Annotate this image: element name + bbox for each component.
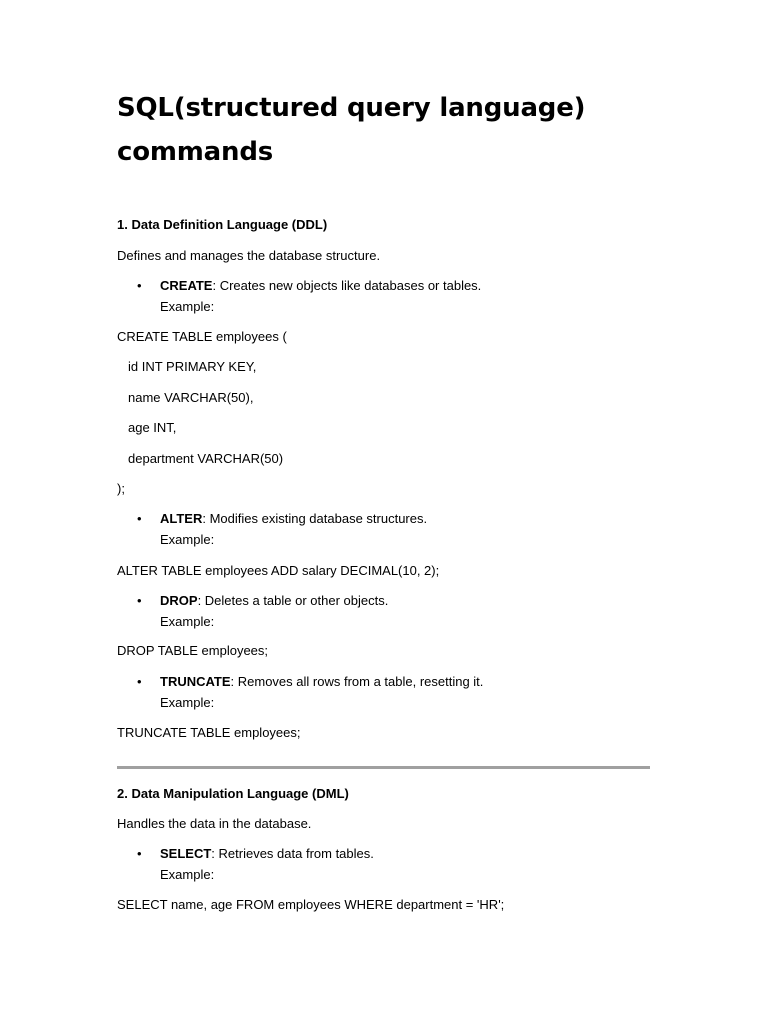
- bullet-icon: •: [137, 511, 142, 526]
- code-line: SELECT name, age FROM employees WHERE department = 'HR';: [117, 897, 505, 912]
- section-description-ddl: Defines and manages the database structure.: [117, 248, 381, 263]
- command-term: ALTER: [160, 511, 203, 526]
- command-description: : Modifies existing database structures.: [202, 511, 428, 526]
- example-label: Example:: [160, 298, 215, 314]
- section-description-dml: Handles the data in the database.: [117, 816, 312, 831]
- example-label: Example:: [160, 613, 215, 629]
- code-line: CREATE TABLE employees (: [117, 329, 287, 344]
- section-heading-ddl: 1. Data Definition Language (DDL): [117, 217, 328, 232]
- page-title: SQL(structured query language) commands: [117, 93, 586, 167]
- command-description: : Creates new objects like databases or tables.: [212, 278, 482, 293]
- section-divider: [117, 766, 650, 769]
- command-term: CREATE: [160, 278, 213, 293]
- command-term: SELECT: [160, 846, 212, 861]
- bullet-icon: •: [137, 278, 142, 293]
- code-line: );: [117, 481, 125, 496]
- code-line: name VARCHAR(50),: [128, 390, 254, 405]
- example-label: Example:: [160, 694, 215, 710]
- code-line: DROP TABLE employees;: [117, 643, 269, 658]
- command-description: : Deletes a table or other objects.: [197, 593, 389, 608]
- bullet-icon: •: [137, 674, 142, 689]
- code-line: department VARCHAR(50): [128, 451, 284, 466]
- code-line: ALTER TABLE employees ADD salary DECIMAL(10, 2);: [117, 563, 440, 578]
- command-term: DROP: [160, 593, 198, 608]
- example-label: Example:: [160, 866, 215, 882]
- bullet-icon: •: [137, 846, 142, 861]
- code-line: TRUNCATE TABLE employees;: [117, 725, 301, 740]
- command-description: : Retrieves data from tables.: [211, 846, 374, 861]
- code-line: id INT PRIMARY KEY,: [128, 359, 257, 374]
- command-term: TRUNCATE: [160, 674, 231, 689]
- example-label: Example:: [160, 531, 215, 547]
- bullet-icon: •: [137, 593, 142, 608]
- section-heading-dml: 2. Data Manipulation Language (DML): [117, 786, 349, 801]
- command-description: : Removes all rows from a table, resetting it.: [230, 674, 484, 689]
- code-line: age INT,: [128, 420, 177, 435]
